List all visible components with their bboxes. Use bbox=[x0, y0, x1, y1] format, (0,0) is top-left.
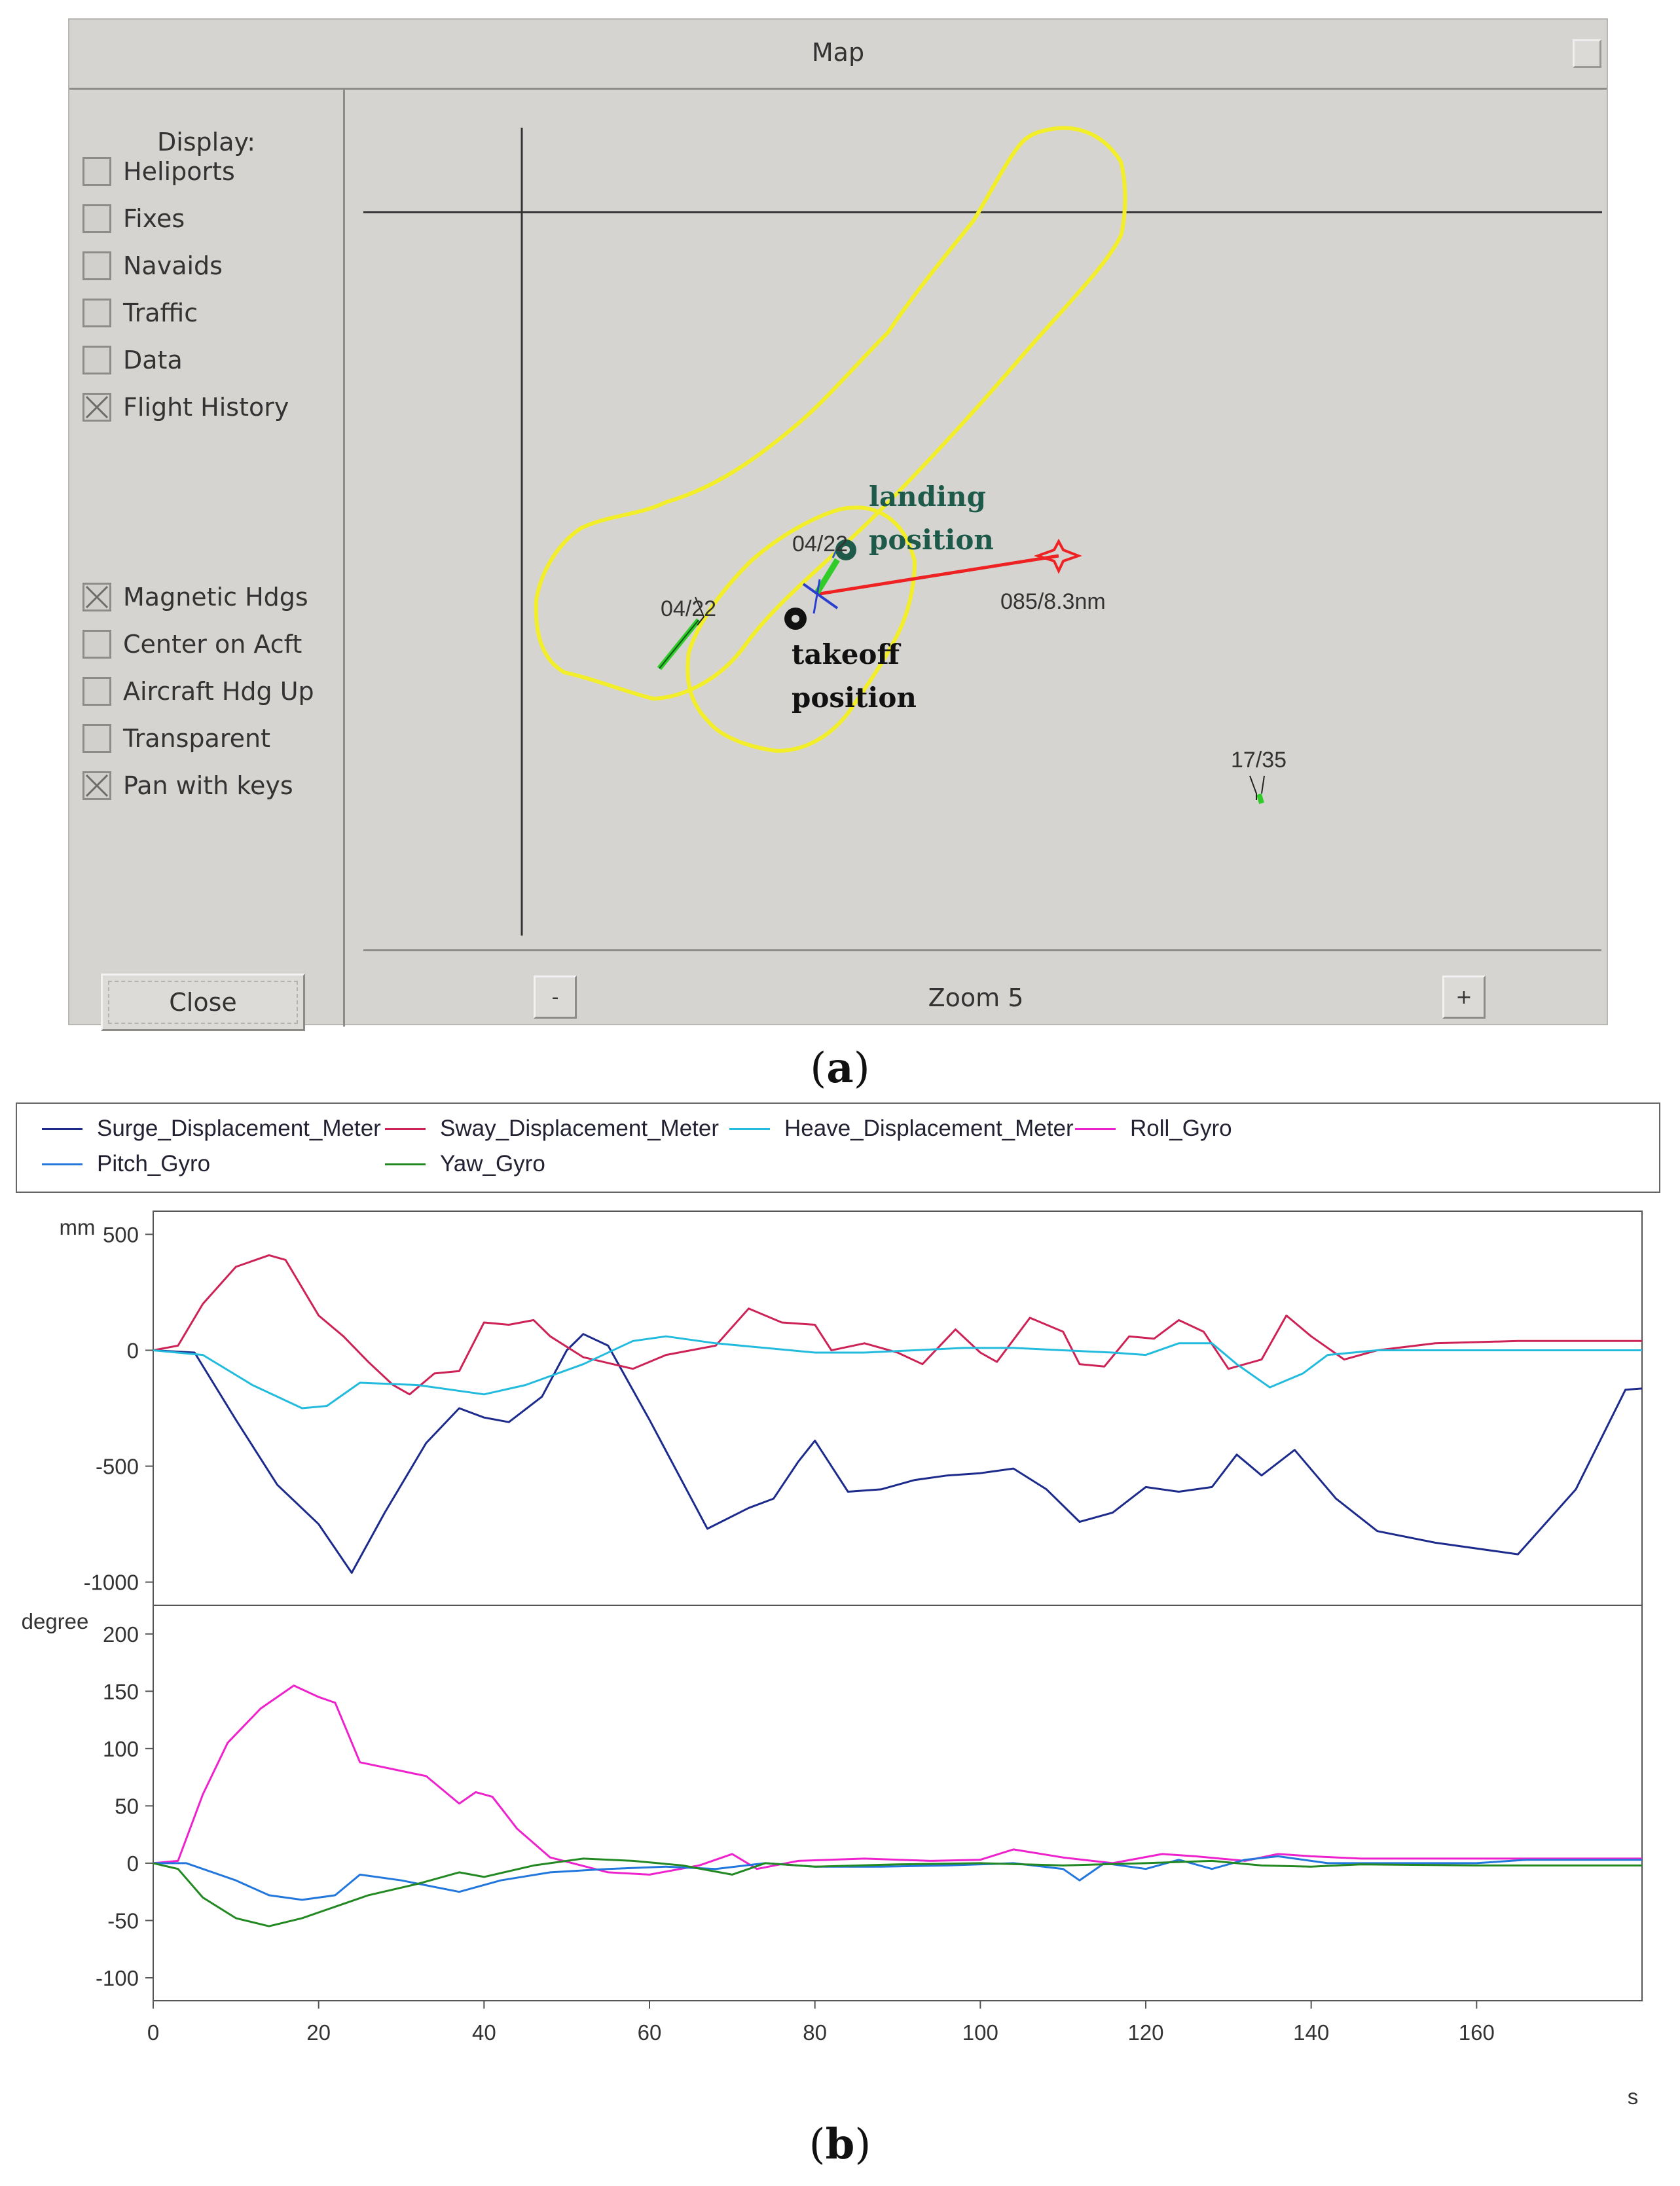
x-tick-label: 120 bbox=[1127, 2020, 1164, 2045]
bearing-distance-label: 085/8.3nm bbox=[1000, 589, 1106, 614]
x-tick-label: 80 bbox=[803, 2020, 828, 2045]
y-tick-label: 500 bbox=[102, 1222, 139, 1247]
option-data[interactable] bbox=[82, 344, 183, 376]
window-title: Map bbox=[811, 38, 865, 67]
option-label: Data bbox=[123, 346, 183, 374]
legend-swatch bbox=[42, 1128, 82, 1130]
option-label: Magnetic Hdgs bbox=[123, 583, 308, 611]
x-tick-label: 100 bbox=[962, 2020, 998, 2045]
legend-entry bbox=[1075, 1116, 1232, 1142]
runway-label: 17/35 bbox=[1231, 748, 1287, 773]
zoom-in-label: + bbox=[1455, 985, 1472, 1009]
series-line-yaw_gyro bbox=[153, 1859, 1642, 1926]
runway-marker-icon bbox=[1250, 776, 1256, 800]
option-label: Navaids bbox=[123, 251, 223, 280]
y-tick-label: 0 bbox=[126, 1338, 139, 1363]
takeoff-label: takeoff bbox=[792, 638, 900, 670]
option-label: Heliports bbox=[123, 157, 235, 186]
y-tick-label: 200 bbox=[102, 1622, 139, 1647]
close-button-label: Close bbox=[169, 988, 237, 1017]
option-center-on-acft[interactable] bbox=[82, 628, 302, 661]
option-label: Center on Acft bbox=[123, 630, 302, 659]
legend-swatch bbox=[729, 1128, 770, 1130]
x-tick-label: 40 bbox=[471, 2020, 496, 2045]
x-tick-label: 160 bbox=[1458, 2020, 1495, 2045]
x-tick-label: 0 bbox=[147, 2020, 160, 2045]
y-tick-label: -500 bbox=[95, 1454, 139, 1479]
window-toggle-button[interactable] bbox=[1573, 39, 1601, 68]
option-label: Transparent bbox=[123, 724, 270, 753]
series-line-roll_gyro bbox=[153, 1686, 1642, 1875]
legend-label: Heave_Displacement_Meter bbox=[784, 1116, 1074, 1141]
map-titlebar[interactable] bbox=[69, 20, 1607, 90]
option-checkbox[interactable] bbox=[82, 583, 111, 611]
option-checkbox[interactable] bbox=[82, 346, 111, 374]
runway-label: 04/22 bbox=[661, 596, 717, 621]
option-transparent[interactable] bbox=[82, 722, 270, 755]
plot-frame bbox=[153, 1605, 1642, 2001]
zoom-in-button[interactable] bbox=[1442, 975, 1486, 1019]
option-label: Pan with keys bbox=[123, 771, 293, 800]
legend-entry bbox=[729, 1116, 1074, 1142]
caption-b: (b) bbox=[809, 2120, 871, 2169]
option-label: Flight History bbox=[123, 393, 289, 422]
legend-label: Pitch_Gyro bbox=[97, 1151, 211, 1176]
landing-label: landing bbox=[869, 481, 986, 513]
option-checkbox[interactable] bbox=[82, 771, 111, 800]
runway-1735 bbox=[1259, 794, 1262, 803]
option-traffic[interactable] bbox=[82, 297, 198, 329]
map-window bbox=[68, 18, 1608, 1025]
option-checkbox[interactable] bbox=[82, 677, 111, 706]
legend-entry bbox=[42, 1151, 210, 1177]
option-flight-history[interactable] bbox=[82, 391, 289, 424]
y-tick-label: 0 bbox=[126, 1851, 139, 1876]
map-canvas[interactable] bbox=[345, 90, 1607, 941]
close-focus-ring bbox=[108, 981, 298, 1024]
y-tick-label: 150 bbox=[102, 1679, 139, 1704]
option-magnetic-hdgs[interactable] bbox=[82, 581, 308, 613]
zoom-bar bbox=[345, 949, 1607, 1027]
legend-label: Roll_Gyro bbox=[1130, 1116, 1232, 1141]
map-drawing bbox=[345, 90, 1607, 941]
option-checkbox[interactable] bbox=[82, 630, 111, 659]
option-checkbox[interactable] bbox=[82, 251, 111, 280]
y-tick-label: 100 bbox=[102, 1736, 139, 1761]
option-pan-with-keys[interactable] bbox=[82, 769, 293, 802]
option-checkbox[interactable] bbox=[82, 724, 111, 753]
legend-swatch bbox=[42, 1163, 82, 1165]
legend-label: Surge_Displacement_Meter bbox=[97, 1116, 381, 1141]
option-heliports[interactable] bbox=[82, 155, 235, 188]
sensor-charts bbox=[0, 1205, 1680, 2108]
y-tick-label: -50 bbox=[107, 1908, 139, 1933]
display-options-panel bbox=[69, 90, 345, 1027]
option-label: Fixes bbox=[123, 204, 185, 233]
runway-label: 04/22 bbox=[792, 532, 849, 556]
y-tick-label: -1000 bbox=[83, 1570, 139, 1595]
y-tick-label: -100 bbox=[95, 1965, 139, 1990]
legend-label: Yaw_Gyro bbox=[440, 1151, 545, 1176]
option-navaids[interactable] bbox=[82, 249, 223, 282]
sensor-charts-svg bbox=[0, 1205, 1680, 2108]
option-checkbox[interactable] bbox=[82, 299, 111, 327]
legend-entry bbox=[385, 1151, 545, 1177]
option-checkbox[interactable] bbox=[82, 157, 111, 186]
close-button[interactable] bbox=[101, 974, 305, 1031]
plot-frame bbox=[153, 1211, 1642, 1605]
y-axis-label: degree bbox=[21, 1609, 89, 1633]
legend-swatch bbox=[385, 1128, 426, 1130]
legend-swatch bbox=[385, 1163, 426, 1165]
option-label: Traffic bbox=[123, 299, 198, 327]
takeoff-label: position bbox=[792, 682, 917, 714]
x-tick-label: 60 bbox=[637, 2020, 662, 2045]
display-label: Display: bbox=[156, 128, 256, 156]
landing-label: position bbox=[869, 524, 994, 556]
option-fixes[interactable] bbox=[82, 202, 185, 235]
y-tick-label: 50 bbox=[115, 1794, 139, 1819]
option-checkbox[interactable] bbox=[82, 393, 111, 422]
option-aircraft-hdg-up[interactable] bbox=[82, 675, 314, 708]
y-axis-label: mm bbox=[59, 1215, 96, 1239]
zoom-out-label: - bbox=[551, 985, 559, 1009]
zoom-level-label: Zoom 5 bbox=[928, 983, 1024, 1012]
chart-legend bbox=[16, 1102, 1660, 1193]
x-tick-label: 140 bbox=[1293, 2020, 1330, 2045]
legend-label: Sway_Displacement_Meter bbox=[440, 1116, 720, 1141]
series-line-heave_displacement_meter bbox=[153, 1336, 1642, 1408]
option-label: Aircraft Hdg Up bbox=[123, 677, 314, 706]
legend-swatch bbox=[1075, 1128, 1116, 1130]
legend-entry bbox=[385, 1116, 719, 1142]
option-checkbox[interactable] bbox=[82, 204, 111, 233]
series-line-sway_displacement_meter bbox=[153, 1255, 1642, 1394]
x-tick-label: 20 bbox=[306, 2020, 331, 2045]
x-axis-label: s bbox=[1627, 2085, 1639, 2108]
caption-a: (a) bbox=[810, 1044, 870, 1093]
legend-entry bbox=[42, 1116, 381, 1142]
bearing-line bbox=[820, 556, 1059, 594]
